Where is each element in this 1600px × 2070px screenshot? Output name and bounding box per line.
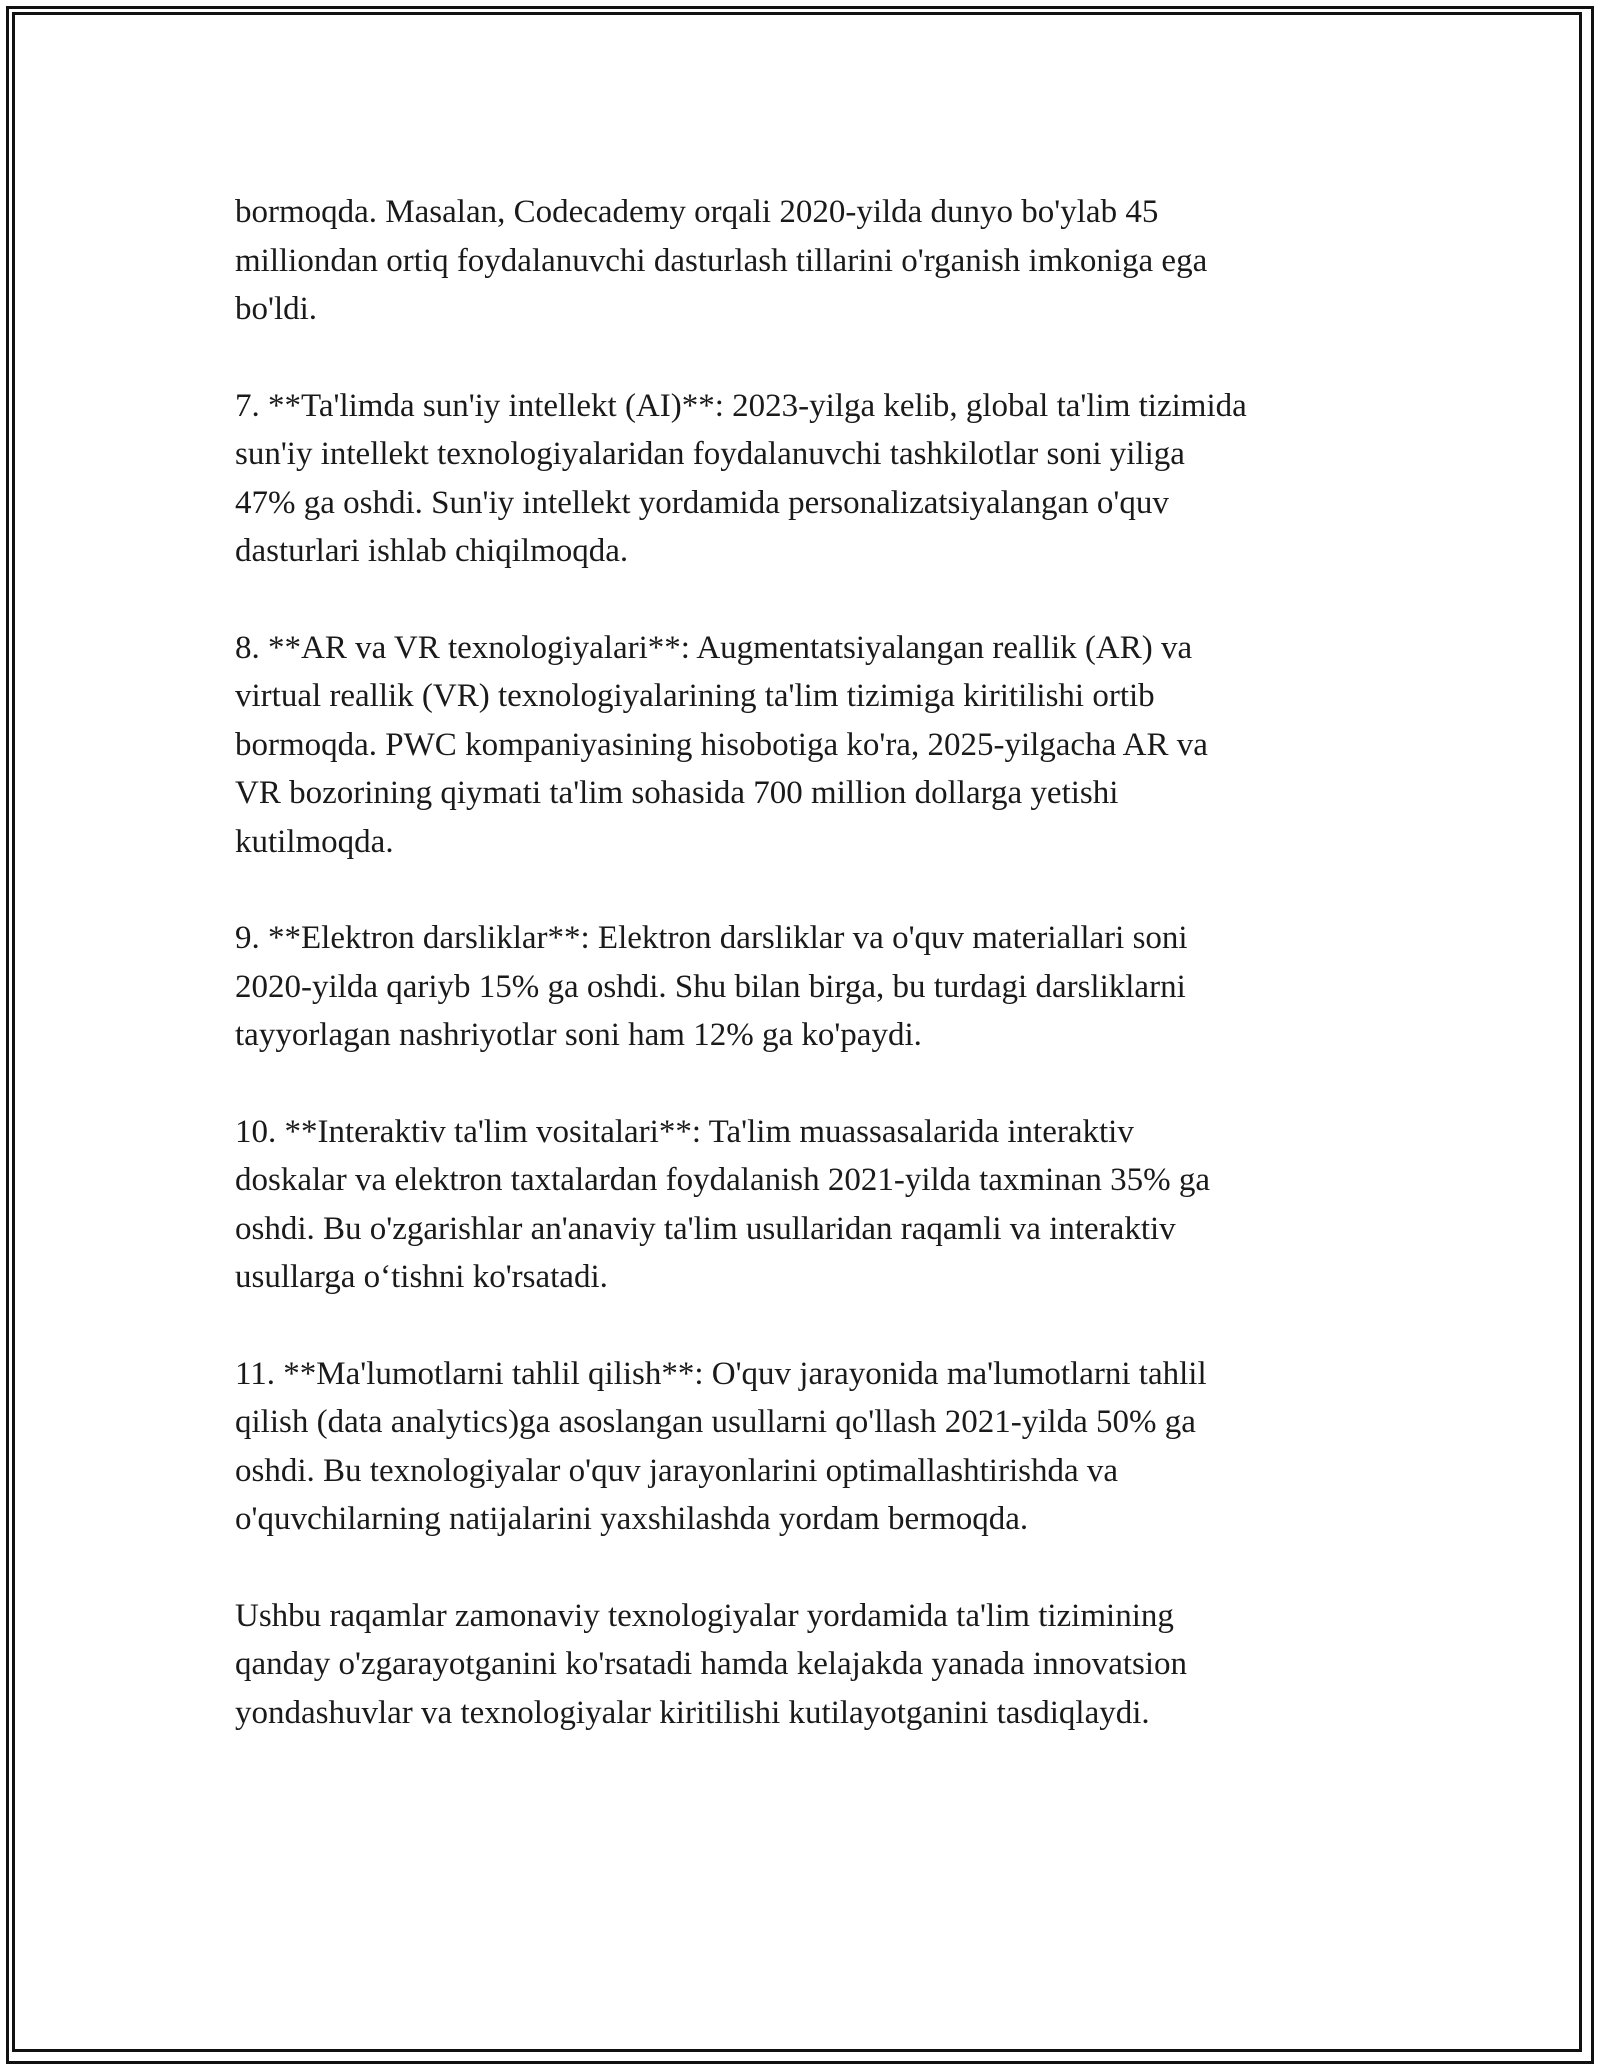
paragraph-item-7-ai: 7. **Ta'limda sun'iy intellekt (AI)**: 2023-yilga kelib, global ta'lim tizimida sun'iy intellekt texnologiyalaridan foydalanuvchi tashkilotlar soni yiliga 47% ga oshdi. Sun'iy intellekt yordamida personalizatsiyalangan o'quv dasturlari ishlab chiqilmoqda. [235, 387, 1247, 569]
paragraph-item-9-e-textbooks: 9. **Elektron darsliklar**: Elektron darsliklar va o'quv materiallari soni 2020-yilda qariyb 15% ga oshdi. Shu bilan birga, bu turdagi darsliklarni tayyorlagan nashriyotlar soni ham 12% ga ko'paydi. [235, 920, 1188, 1053]
paragraph-item-10-interactive-tools: 10. **Interaktiv ta'lim vositalari**: Ta'lim muassasalarida interaktiv doskalar va elektron taxtalardan foydalanish 2021-yilda taxminan 35% ga oshdi. Bu o'zgarishlar an'anaviy ta'lim usullaridan raqamli va interaktiv usullarga o‘tishni ko'rsatadi. [235, 1113, 1211, 1295]
paragraph-conclusion: Ushbu raqamlar zamonaviy texnologiyalar yordamida ta'lim tizimining qanday o'zgarayotganini ko'rsatadi hamda kelajakda yanada innovatsion yondashuvlar va texnologiyalar kiritilishi kutilayotganini tasdiqlaydi. [235, 1597, 1188, 1731]
paragraph-item-8-ar-vr: 8. **AR va VR texnologiyalari**: Augmentatsiyalangan reallik (AR) va virtual reallik (VR) texnologiyalarining ta'lim tizimiga kiritilishi ortib bormoqda. PWC kompaniyasining hisobotiga ko'ra, 2025-yilgacha AR va VR bozorining qiymati ta'lim sohasida 700 million dollarga yetishi kutilmoqda. [235, 629, 1208, 860]
document-body [235, 188, 1385, 1785]
paragraph-intro-continuation: bormoqda. Masalan, Codecademy orqali 2020-yilda dunyo bo'ylab 45 milliondan ortiq foydalanuvchi dasturlash tillarini o'rganish imkoniga ega bo'ldi. [235, 194, 1208, 327]
paragraph-item-11-data-analytics: 11. **Ma'lumotlarni tahlil qilish**: O'quv jarayonida ma'lumotlarni tahlil qilish (data analytics)ga asoslangan usullarni qo'llash 2021-yilda 50% ga oshdi. Bu texnologiyalar o'quv jarayonlarini optimallashtirishda va o'quvchilarning natijalarini yaxshilashda yordam bermoqda. [235, 1355, 1207, 1537]
